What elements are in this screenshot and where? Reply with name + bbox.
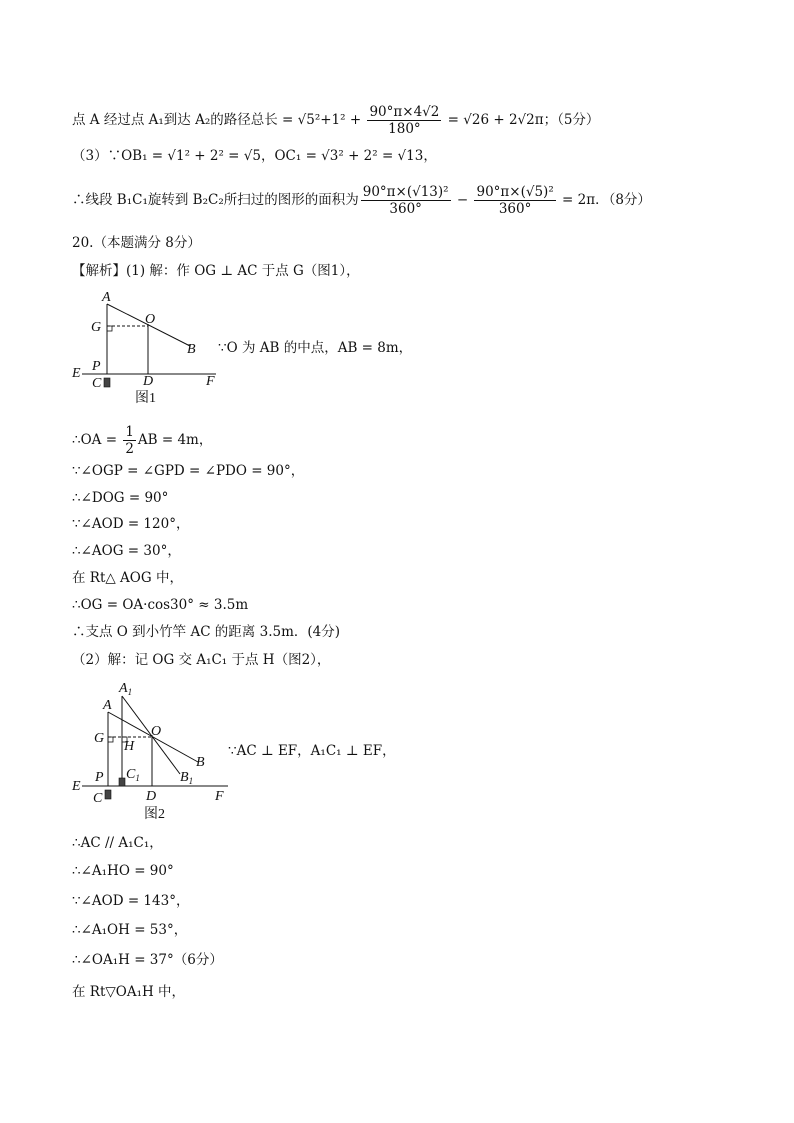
- fraction-numerator: 90°π×4√2: [369, 104, 440, 120]
- label-F: F: [215, 789, 224, 804]
- fraction-denominator: 180°: [388, 121, 421, 137]
- label-P: P: [95, 770, 104, 785]
- parallel-line: ∴AC // A₁C₁，: [72, 835, 163, 851]
- label-B: B: [196, 755, 205, 770]
- angle-aog-line: ∴∠AOG = 30°，: [72, 543, 181, 559]
- label-A: A: [103, 698, 112, 713]
- label-D: D: [146, 789, 157, 804]
- area-fraction-1: [361, 184, 451, 217]
- swept-area-result: = 2π．（8分）: [557, 192, 651, 208]
- label-G: G: [91, 320, 102, 335]
- fraction-denominator: 360°: [498, 201, 532, 217]
- label-A1: [118, 681, 132, 697]
- swept-area-line: [72, 184, 651, 217]
- label-G: G: [94, 731, 105, 746]
- triangle-aog-line: 在 Rt△ AOG 中，: [72, 570, 183, 586]
- figure-1-note: ∵O 为 AB 的中点，AB = 8m，: [218, 340, 413, 356]
- figure-2-caption: 图2: [144, 807, 165, 822]
- figure-1: [70, 284, 230, 406]
- label-H: H: [124, 739, 135, 754]
- solution-part2-intro: （2）解：记 OG 交 A₁C₁ 于点 H（图2），: [72, 652, 331, 668]
- label-B1-subscript: 1: [188, 776, 194, 786]
- swept-area-prefix: ∴线段 B₁C₁旋转到 B₂C₂所扫过的图形的面积为: [72, 192, 359, 208]
- root-expression: √5²+1²: [297, 112, 346, 128]
- solution-part1-intro: 【解析】(1) 解：作 OG ⊥ AC 于点 G（图1），: [72, 263, 360, 279]
- label-C1: [126, 767, 140, 783]
- half-fraction: [123, 424, 136, 457]
- angle-aod-143-line: ∵∠AOD = 143°，: [72, 893, 190, 909]
- fraction-denominator: 2: [125, 441, 134, 457]
- label-B1: [180, 770, 193, 786]
- label-B: B: [187, 342, 196, 357]
- right-angles-line: ∵∠OGP = ∠GPD = ∠PDO = 90°，: [72, 463, 305, 479]
- og-length-line: ∴OG = OA·cos30° ≈ 3.5m: [72, 597, 249, 613]
- fraction-denominator: 360°: [389, 201, 422, 217]
- minus-sign: −: [452, 192, 473, 208]
- label-F: F: [206, 374, 215, 389]
- angle-a1oh-line: ∴∠A₁OH = 53°，: [72, 922, 188, 938]
- path-length-prefix: 点 A 经过点 A₁到达 A₂的路径总长 =: [72, 112, 298, 128]
- question-20-heading: 20.（本题满分 8分）: [72, 235, 201, 251]
- label-E: E: [72, 366, 81, 381]
- path-length-result: = √26 + 2√2π；（5分）: [443, 112, 600, 128]
- angle-oa1h-line: ∴∠OA₁H = 37°（6分）: [72, 952, 223, 968]
- label-C: C: [93, 791, 103, 806]
- label-A1-subscript: 1: [127, 687, 133, 697]
- fraction-numerator: 90°π×(√13)²: [362, 184, 449, 200]
- triangle-oa1h-line: 在 Rt▽OA₁H 中，: [72, 984, 186, 1000]
- figure-2-note: ∵AC ⊥ EF，A₁C₁ ⊥ EF，: [228, 743, 396, 759]
- area-fraction-2: [474, 184, 555, 217]
- label-B1-letter: B: [180, 770, 189, 785]
- angle-aod-line: ∵∠AOD = 120°，: [72, 516, 190, 532]
- label-A: A: [102, 290, 111, 305]
- arc-fraction: [367, 104, 441, 137]
- figure-2: [70, 678, 240, 826]
- oa-prefix: ∴OA =: [72, 432, 122, 448]
- label-A1-letter: A: [119, 681, 128, 696]
- figure-1-caption: 图1: [135, 391, 156, 406]
- fraction-numerator: 90°π×(√5)²: [476, 184, 554, 200]
- label-D: D: [143, 374, 154, 389]
- part1-conclusion: ∴支点 O 到小竹竿 AC 的距离 3.5m．(4分): [72, 624, 340, 640]
- label-C: C: [92, 376, 102, 391]
- angle-dog-line: ∴∠DOG = 90°: [72, 490, 169, 506]
- part3-lengths-line: （3）∵OB₁ = √1² + 2² = √5，OC₁ = √3² + 2² = √13，: [72, 148, 437, 164]
- label-C1-letter: C: [126, 767, 136, 782]
- label-E: E: [72, 779, 81, 794]
- plus-sign: +: [345, 112, 366, 128]
- label-P: P: [92, 359, 101, 374]
- path-length-line: [72, 104, 599, 137]
- angle-a1ho-line: ∴∠A₁HO = 90°: [72, 863, 174, 879]
- label-O: O: [145, 312, 156, 327]
- label-C1-subscript: 1: [135, 773, 140, 783]
- label-O: O: [151, 724, 162, 739]
- oa-length-line: [72, 424, 212, 457]
- fraction-numerator: 1: [125, 424, 134, 440]
- oa-result: AB = 4m，: [137, 432, 213, 448]
